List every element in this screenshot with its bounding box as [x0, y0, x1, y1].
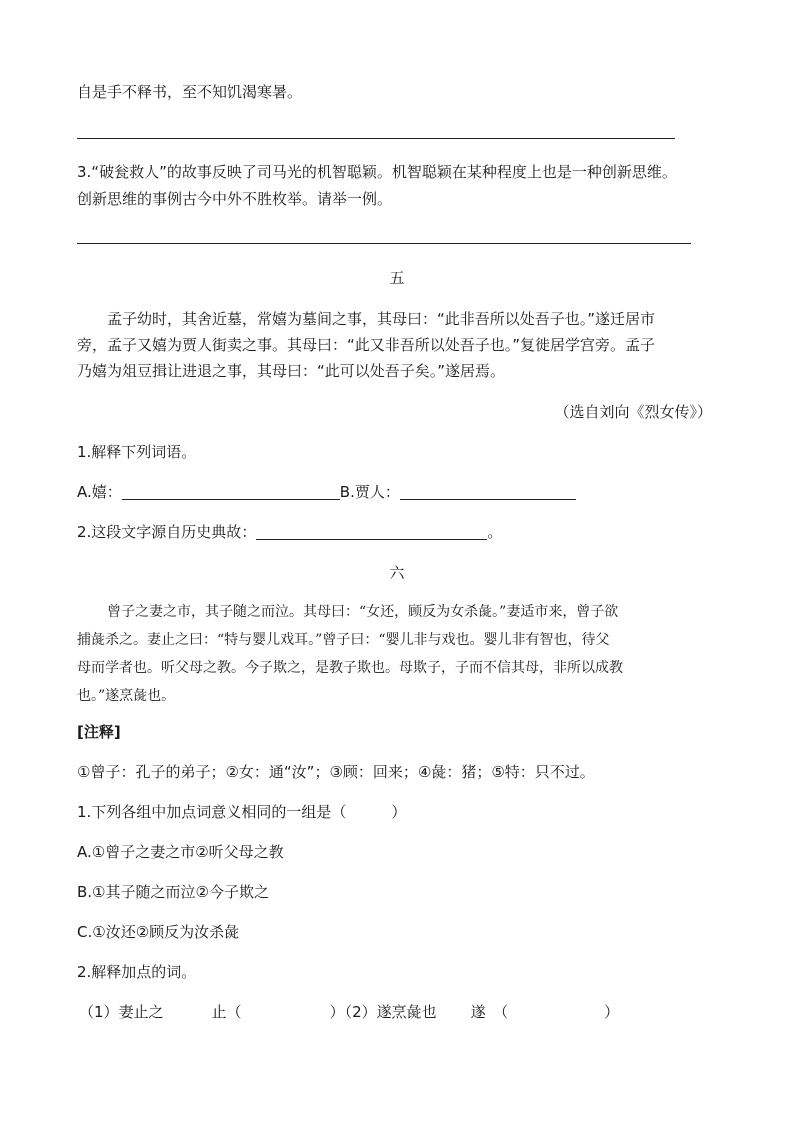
- answer-blank[interactable]: [256, 523, 487, 540]
- section-6-question-1: 1.下列各组中加点词意义相同的一组是（ ）: [77, 803, 407, 821]
- item-2-word: 遂 （: [470, 1003, 509, 1021]
- passage-line: 也。”遂烹彘也。: [77, 688, 176, 704]
- option-a: A.①曾子之妻之市②听父母之教: [77, 843, 284, 861]
- notes-title: [注释]: [77, 723, 121, 741]
- section-6-question-2-items: [79, 1002, 619, 1022]
- source-citation: （选自刘向《烈女传》）: [554, 403, 712, 421]
- question-end: 。: [487, 523, 503, 541]
- item-b-label: B.贾人：: [339, 483, 400, 501]
- passage-line: 捕彘杀之。妻止之曰：“特与婴儿戏耳。”曾子曰：“婴儿非与戏也。婴儿非有智也，待父: [77, 632, 610, 648]
- passage-line: 乃嬉为俎豆揖让进退之事，其母曰：“此可以处吾子矣。”遂居焉。: [77, 362, 506, 380]
- passage-line: 旁，孟子又嬉为贾人街卖之事。其母曰：“此又非吾所以处吾子也。”复徙居学宫旁。孟子: [77, 336, 656, 354]
- answer-blank-b[interactable]: [400, 483, 576, 500]
- section-5-question-1-answers: [77, 482, 576, 502]
- section-5-question-1: 1.解释下列词语。: [77, 443, 197, 461]
- passage-line: 孟子幼时，其舍近墓，常嬉为墓间之事，其母曰：“此非吾所以处吾子也。”遂迁居市: [107, 310, 656, 328]
- notes-text: ①曾子：孔子的弟子；②女：通“汝”；③顾：回来；④彘：猪；⑤特：只不过。: [77, 763, 595, 781]
- item-1-phrase: （1）妻止之: [79, 1003, 164, 1021]
- item-2-phrase: ）（2）遂烹彘也: [329, 1003, 437, 1021]
- item-a-label: A.嬉：: [77, 483, 122, 501]
- section-6-question-2: 2.解释加点的词。: [77, 963, 197, 981]
- answer-line: [77, 138, 675, 139]
- passage-line: 母而学者也。听父母之教。今子欺之，是教子欺也。母欺子，子而不信其母，非所以成教: [77, 660, 623, 676]
- section-6-title: 六: [389, 564, 405, 582]
- item-2-close: ）: [604, 1003, 620, 1021]
- question-3-line-2: 创新思维的事例古今中外不胜枚举。请举一例。: [77, 190, 393, 208]
- section-5-question-2: [77, 522, 502, 542]
- passage-line: 曾子之妻之市，其子随之而泣。其母曰：“女还，顾反为女杀彘。”妻适市来，曾子欲: [107, 604, 619, 620]
- answer-line: [77, 243, 691, 244]
- question-3-line-1: 3.“破瓮救人”的故事反映了司马光的机智聪颖。机智聪颖在某种程度上也是一种创新思维。: [77, 163, 677, 181]
- item-1-word: 止（: [211, 1003, 242, 1021]
- text-line: 自是手不释书，至不知饥渴寒暑。: [77, 83, 303, 101]
- question-text: 2.这段文字源自历史典故：: [77, 523, 257, 541]
- option-c: C.①汝还②顾反为汝杀彘: [77, 923, 240, 941]
- section-5-title: 五: [389, 269, 405, 287]
- option-b: B.①其子随之而泣②今子欺之: [77, 883, 269, 901]
- answer-blank-a[interactable]: [122, 483, 340, 500]
